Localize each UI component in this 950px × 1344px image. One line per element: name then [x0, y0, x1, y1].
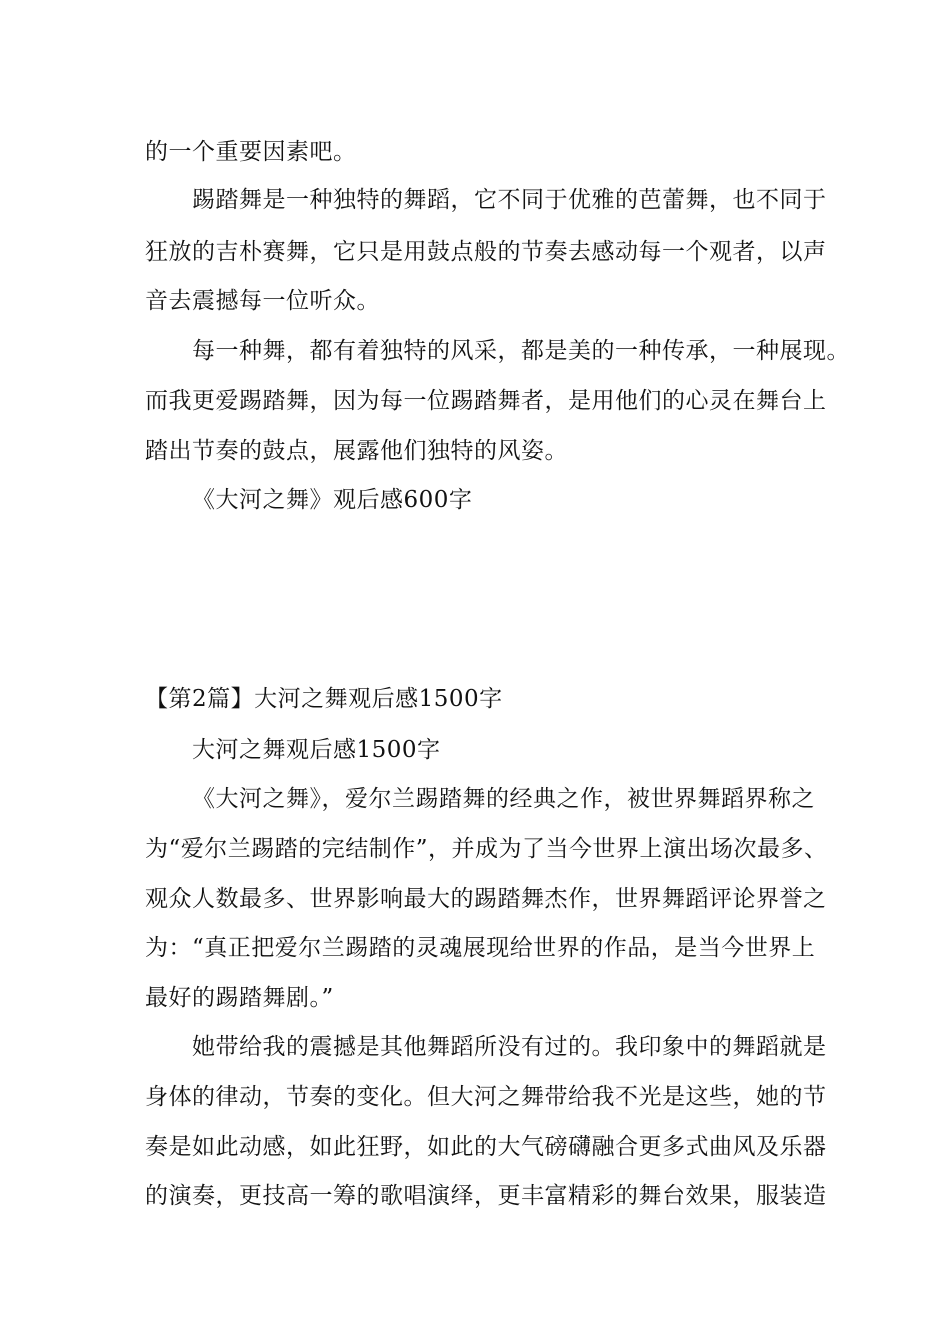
text-line: 她带给我的震撼是其他舞蹈所没有过的。我印象中的舞蹈就是	[192, 1034, 827, 1060]
text-line: 每一种舞，都有着独特的风采，都是美的一种传承，一种展现。	[192, 338, 850, 364]
text-line: 音去震撼每一位听众。	[145, 288, 380, 314]
text-line: 《大河之舞》，爱尔兰踢踏舞的经典之作，被世界舞蹈界称之	[192, 786, 815, 812]
text-line: 《大河之舞》观后感600字	[192, 487, 473, 513]
text-line: 观众人数最多、世界影响最大的踢踏舞杰作，世界舞蹈评论界誉之	[145, 886, 827, 912]
text-line: 而我更爱踢踏舞，因为每一位踢踏舞者，是用他们的心灵在舞台上	[145, 388, 827, 414]
text-line: 为：“真正把爱尔兰踢踏的灵魂展现给世界的作品，是当今世界上	[145, 935, 816, 961]
text-line: 狂放的吉朴赛舞，它只是用鼓点般的节奏去感动每一个观者，以声	[145, 239, 827, 265]
text-line: 的演奏，更技高一筹的歌唱演绎，更丰富精彩的舞台效果，服装造	[145, 1183, 827, 1209]
text-line: 踏出节奏的鼓点，展露他们独特的风姿。	[145, 438, 568, 464]
text-line: 身体的律动，节奏的变化。但大河之舞带给我不光是这些，她的节	[145, 1084, 827, 1110]
text-line: 最好的踢踏舞剧。”	[145, 985, 334, 1011]
section-heading: 【第2篇】大河之舞观后感1500字	[145, 686, 503, 712]
text-line: 踢踏舞是一种独特的舞蹈，它不同于优雅的芭蕾舞，也不同于	[192, 187, 827, 213]
text-line: 为“爱尔兰踢踏的完结制作”，并成为了当今世界上演出场次最多、	[145, 836, 828, 862]
text-line: 奏是如此动感，如此狂野，如此的大气磅礴融合更多式曲风及乐器	[145, 1134, 827, 1160]
section-subtitle: 大河之舞观后感1500字	[192, 737, 441, 763]
text-line: 的一个重要因素吧。	[145, 139, 357, 165]
